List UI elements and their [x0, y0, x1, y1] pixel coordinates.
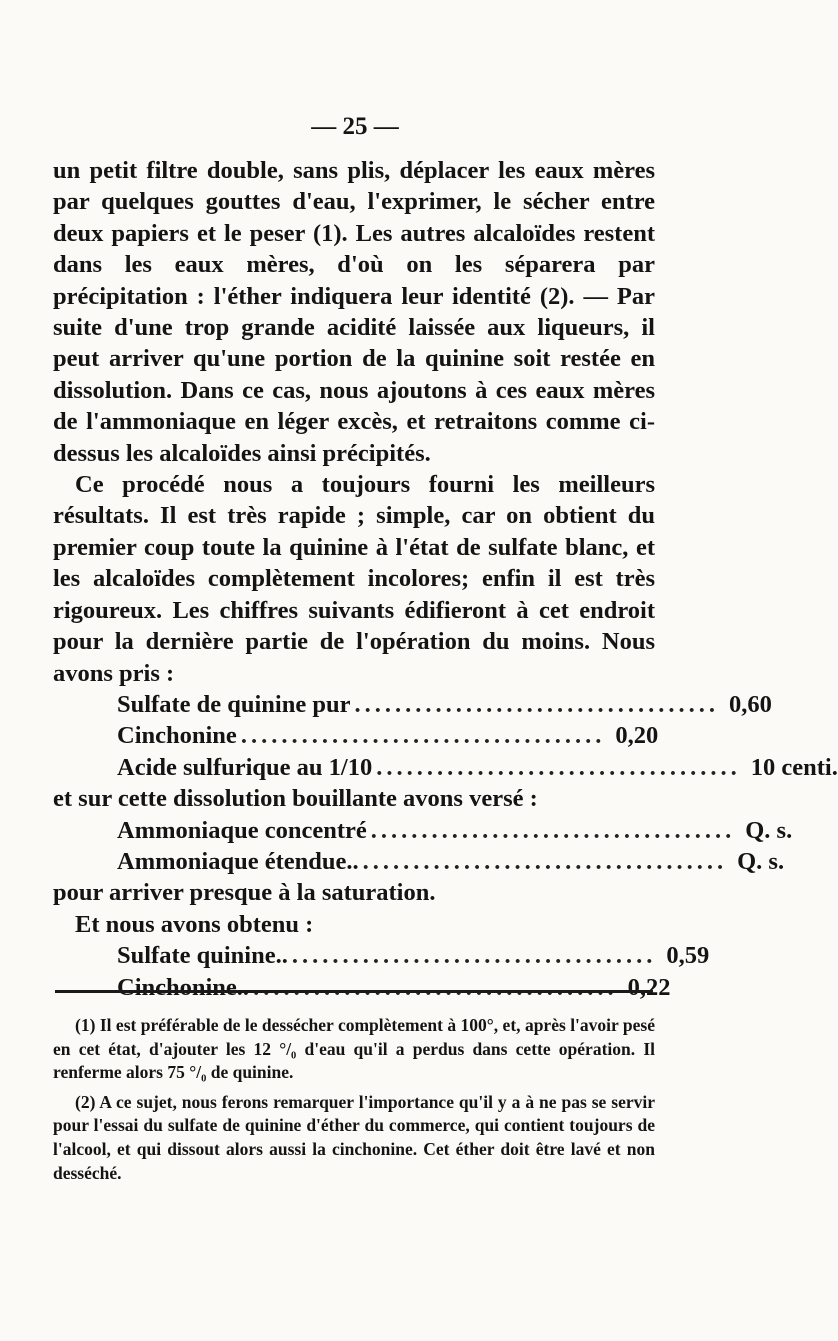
ingredient-row	[117, 752, 838, 783]
leader-dots: ....................................	[362, 847, 728, 875]
ingredient-row	[117, 720, 659, 751]
reagent-row	[117, 815, 793, 846]
footnotes	[53, 1014, 655, 1191]
result-name: Sulfate quinine..	[117, 942, 288, 970]
result-row	[117, 972, 671, 1003]
paragraph-2: Ce procédé nous a toujours fourni les meilleurs résultats. Il est très rapide ; simple, car on obtient du premier coup toute la quinine à l'état de sulfate blanc, et les alcaloïdes complètement incolores; enfin il est très rigoureux. Les chiffres suivants édifieront à cet endroit pour la dernière partie de l'opération du moins. Nous avons pris :	[53, 471, 655, 687]
result-value: 0,22	[627, 973, 671, 1001]
ingredient-row	[117, 689, 772, 720]
reagent-name: Ammoniaque étendue..	[117, 847, 359, 875]
footnote-divider	[55, 990, 653, 993]
reagent-row	[117, 846, 785, 877]
leader-dots: ....................................	[240, 722, 606, 750]
paragraph-4: pour arriver presque à la saturation.	[53, 879, 436, 907]
ingredient-value: 10 centi.	[750, 753, 838, 781]
reagent-value: Q. s.	[745, 816, 793, 844]
result-name: Cinchonine..	[117, 973, 250, 1001]
result-row	[117, 940, 710, 971]
reagent-name: Ammoniaque concentré	[117, 816, 367, 844]
ingredient-name: Sulfate de quinine pur	[117, 690, 351, 718]
paragraph-1: un petit filtre double, sans plis, déplacer les eaux mères par quelques gouttes d'eau, l'exprimer, le sécher entre deux papiers et le peser (1). Les autres alcaloïdes restent dans les eaux mères, d'où on les séparera par précipitation : l'éther indiquera leur identité (2). — Par suite d'une trop grande acidité laissée aux liqueurs, il peut arriver qu'une portion de la quinine soit restée en dissolution. Dans ce cas, nous ajoutons à ces eaux mères de l'ammoniaque en léger excès, et retraitons comme ci-dessus les alcaloïdes ainsi précipités.	[53, 157, 655, 467]
page-number: — 25 —	[311, 113, 399, 140]
main-text	[53, 155, 838, 1003]
ingredient-name: Cinchonine	[117, 722, 237, 750]
ingredient-value: 0,20	[615, 722, 659, 750]
reagents-list	[117, 815, 793, 878]
reagent-value: Q. s.	[737, 847, 785, 875]
paragraph-3: et sur cette dissolution bouillante avons versé :	[53, 785, 538, 813]
ingredient-name: Acide sulfurique au 1/10	[117, 753, 373, 781]
leader-dots: ....................................	[354, 690, 719, 718]
leader-dots: ....................................	[376, 753, 741, 781]
ingredients-list	[117, 689, 838, 783]
result-value: 0,59	[666, 942, 710, 970]
paragraph-5: Et nous avons obtenu :	[75, 910, 314, 938]
ingredient-value: 0,60	[729, 690, 772, 718]
footnote-2: (2) A ce sujet, nous ferons remarquer l'importance qu'il y a à ne pas se servir pour l'essai du sulfate de quinine d'éther du commerce, qui contient toujours de l'alcool, et qui dissout alors aussi la cinchonine. Cet éther doit être lavé et non desséché.	[53, 1091, 655, 1183]
footnote-1: (1) Il est préférable de le dessécher complètement à 100°, et, après l'avoir pesé en cet état, d'ajouter les 12 °/₀ d'eau qu'il a perdus dans cette opération. Il renferme alors 75 °/₀ de quinine.	[53, 1015, 655, 1083]
leader-dots: ....................................	[291, 942, 657, 970]
leader-dots: ....................................	[253, 973, 618, 1001]
results-list	[117, 940, 710, 1003]
leader-dots: ....................................	[370, 816, 736, 844]
